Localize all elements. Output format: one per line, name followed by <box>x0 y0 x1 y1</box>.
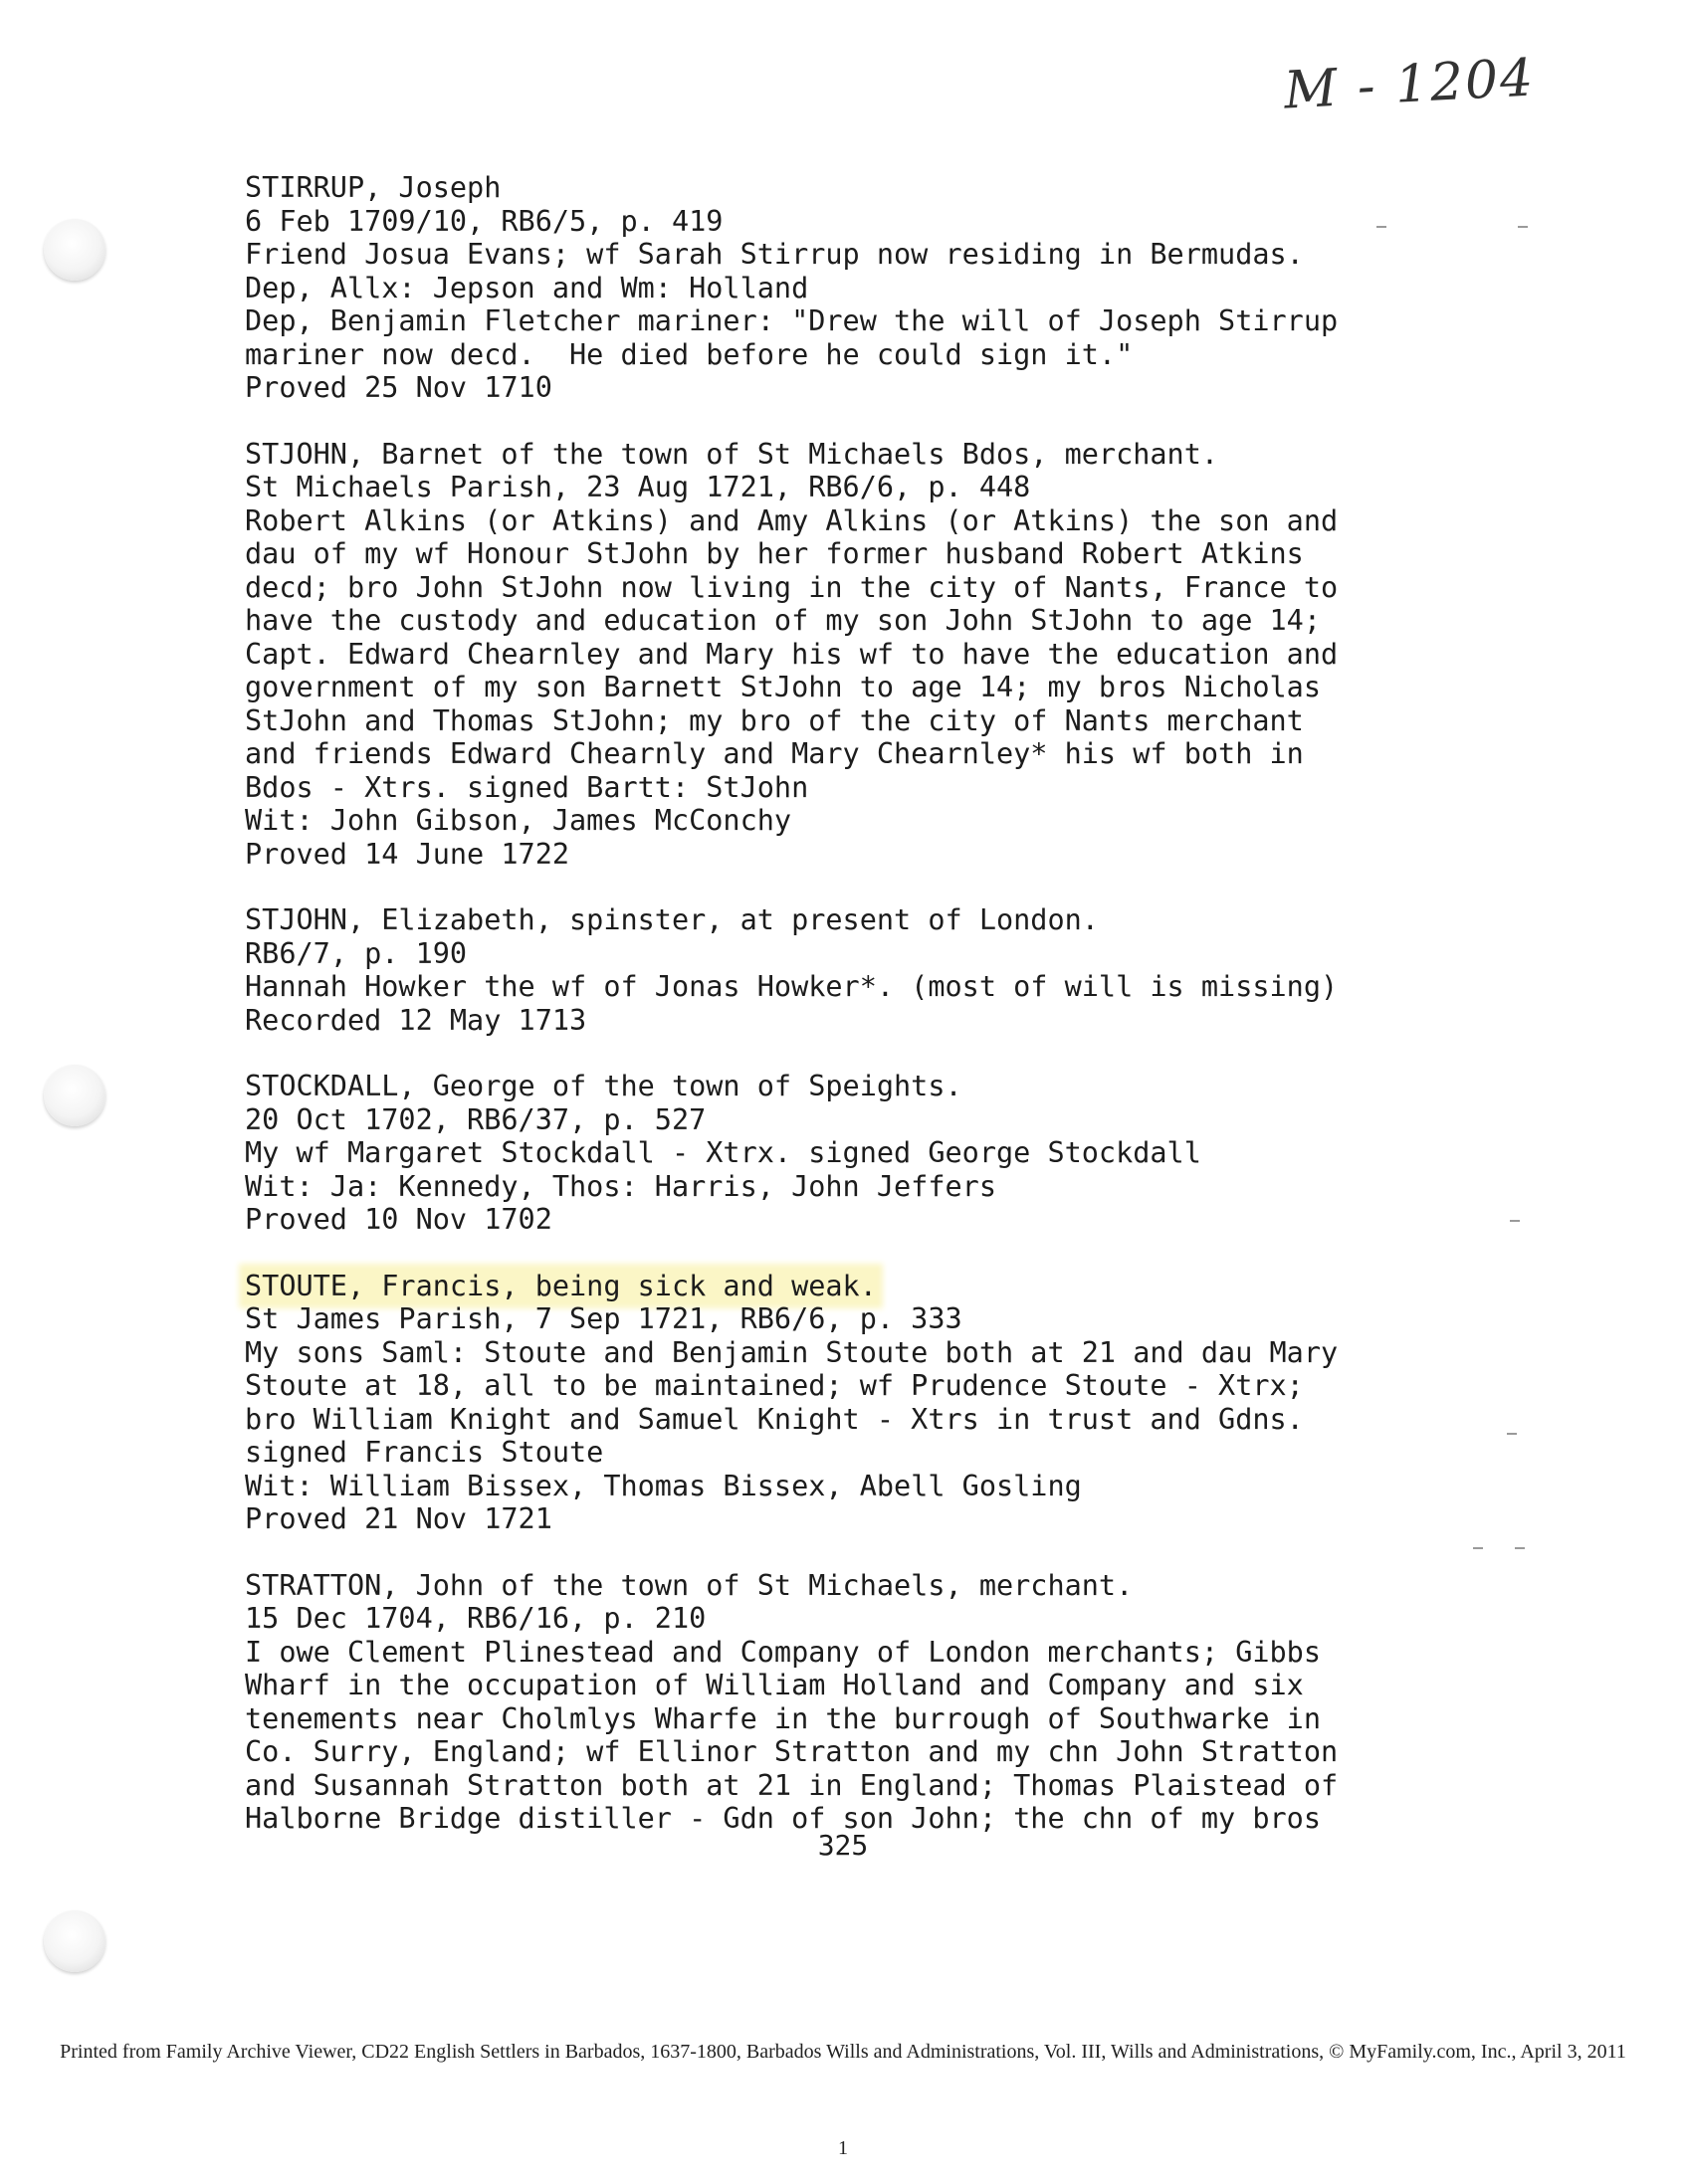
entry-line: bro William Knight and Samuel Knight - Xtrs in trust and Gdns. <box>245 1402 1304 1436</box>
entry-line: Wharf in the occupation of William Holland and Company and six <box>245 1669 1304 1701</box>
entry-line: Proved 25 Nov 1710 <box>245 371 552 404</box>
entry-line: Proved 21 Nov 1721 <box>245 1502 552 1535</box>
entry-line: Capt. Edward Chearnley and Mary his wf to have the education and <box>245 637 1339 671</box>
will-entry <box>245 171 1419 405</box>
scan-speck <box>1518 226 1528 228</box>
entry-line: Bdos - Xtrs. signed Bartt: StJohn <box>245 770 809 804</box>
entry-line: St James Parish, 7 Sep 1721, RB6/6, p. 333 <box>245 1302 962 1335</box>
entry-line: Co. Surry, England; wf Ellinor Stratton and my chn John Stratton <box>245 1735 1339 1768</box>
entry-heading: STRATTON, John of the town of St Michaels, merchant. <box>245 1568 1134 1602</box>
footer-page-number: 1 <box>838 2137 848 2159</box>
entry-line: Friend Josua Evans; wf Sarah Stirrup now residing in Bermudas. <box>245 238 1304 271</box>
entry-line: Wit: Ja: Kennedy, Thos: Harris, John Jeffers <box>245 1169 996 1203</box>
entry-line: RB6/7, p. 190 <box>245 936 468 970</box>
entry-line: have the custody and education of my son John StJohn to age 14; <box>245 604 1321 637</box>
punch-hole <box>44 1065 105 1126</box>
entry-heading: STJOHN, Elizabeth, spinster, at present of London. <box>245 903 1099 936</box>
entry-line: decd; bro John StJohn now living in the city of Nants, France to <box>245 570 1339 604</box>
scan-speck <box>1473 1547 1483 1549</box>
will-entry <box>245 1569 1419 1836</box>
scan-speck <box>1507 1433 1517 1435</box>
entry-line: dau of my wf Honour StJohn by her former husband Robert Atkins <box>245 537 1304 570</box>
entry-line: Recorded 12 May 1713 <box>245 1003 587 1037</box>
entry-line: Wit: John Gibson, James McConchy <box>245 804 792 837</box>
entry-line: StJohn and Thomas StJohn; my bro of the city of Nants merchant <box>245 703 1304 737</box>
punch-hole <box>44 219 105 281</box>
entry-line: 6 Feb 1709/10, RB6/5, p. 419 <box>245 204 724 238</box>
entry-line: mariner now decd. He died before he could sign it." <box>245 337 1134 371</box>
entry-line: Robert Alkins (or Atkins) and Amy Alkins (or Atkins) the son and <box>245 503 1339 537</box>
entry-line: 20 Oct 1702, RB6/37, p. 527 <box>245 1102 707 1136</box>
entry-heading: STIRRUP, Joseph <box>245 171 502 204</box>
entry-line: My sons Saml: Stoute and Benjamin Stoute both at 21 and dau Mary <box>245 1335 1339 1369</box>
entry-line: signed Francis Stoute <box>245 1436 604 1469</box>
scan-speck <box>1515 1547 1525 1549</box>
will-entry <box>245 1270 1419 1536</box>
will-entry <box>245 438 1419 872</box>
will-entry <box>245 1070 1419 1237</box>
entry-heading: STJOHN, Barnet of the town of St Michaels Bdos, merchant. <box>245 437 1219 471</box>
entry-line: St Michaels Parish, 23 Aug 1721, RB6/6, p. 448 <box>245 471 1031 503</box>
highlighted-heading: STOUTE, Francis, being sick and weak. <box>245 1269 877 1302</box>
entry-heading: STOCKDALL, George of the town of Speights. <box>245 1070 962 1102</box>
scan-speck <box>1510 1220 1520 1222</box>
entry-line: Proved 10 Nov 1702 <box>245 1203 552 1236</box>
entry-line: I owe Clement Plinestead and Company of London merchants; Gibbs <box>245 1635 1321 1669</box>
entry-line: Dep, Benjamin Fletcher mariner: "Drew the will of Joseph Stirrup <box>245 304 1339 337</box>
handwritten-note: M - 1204 <box>1282 48 1537 121</box>
entry-line: My wf Margaret Stockdall - Xtrx. signed George Stockdall <box>245 1136 1201 1169</box>
entry-heading <box>245 1270 1419 1303</box>
entry-line: Wit: William Bissex, Thomas Bissex, Abell Gosling <box>245 1469 1082 1502</box>
print-footer: Printed from Family Archive Viewer, CD22 English Settlers in Barbados, 1637-1800, Barbados Wills and Administrations, Vol. III, Wills and Administrations, © MyFamily.com, Inc., April 3, 2011 <box>60 2041 1626 2063</box>
will-abstracts <box>245 171 1419 1869</box>
entry-line: and friends Edward Chearnly and Mary Chearnley* his wf both in <box>245 737 1304 770</box>
entry-line: Halborne Bridge distiller - Gdn of son John; the chn of my bros <box>245 1802 1321 1835</box>
entry-line: and Susannah Stratton both at 21 in England; Thomas Plaistead of <box>245 1768 1339 1802</box>
entry-line: Dep, Allx: Jepson and Wm: Holland <box>245 271 809 304</box>
will-entry <box>245 903 1419 1037</box>
punch-hole <box>44 1910 105 1972</box>
entry-line: 15 Dec 1704, RB6/16, p. 210 <box>245 1602 707 1635</box>
page-number: 325 <box>817 1829 869 1862</box>
entry-line: government of my son Barnett StJohn to age 14; my bros Nicholas <box>245 671 1321 703</box>
entry-line: Stoute at 18, all to be maintained; wf Prudence Stoute - Xtrx; <box>245 1369 1304 1402</box>
entry-line: Proved 14 June 1722 <box>245 837 570 871</box>
entry-line: tenements near Cholmlys Wharfe in the burrough of Southwarke in <box>245 1701 1321 1735</box>
entry-line: Hannah Howker the wf of Jonas Howker*. (most of will is missing) <box>245 970 1339 1003</box>
